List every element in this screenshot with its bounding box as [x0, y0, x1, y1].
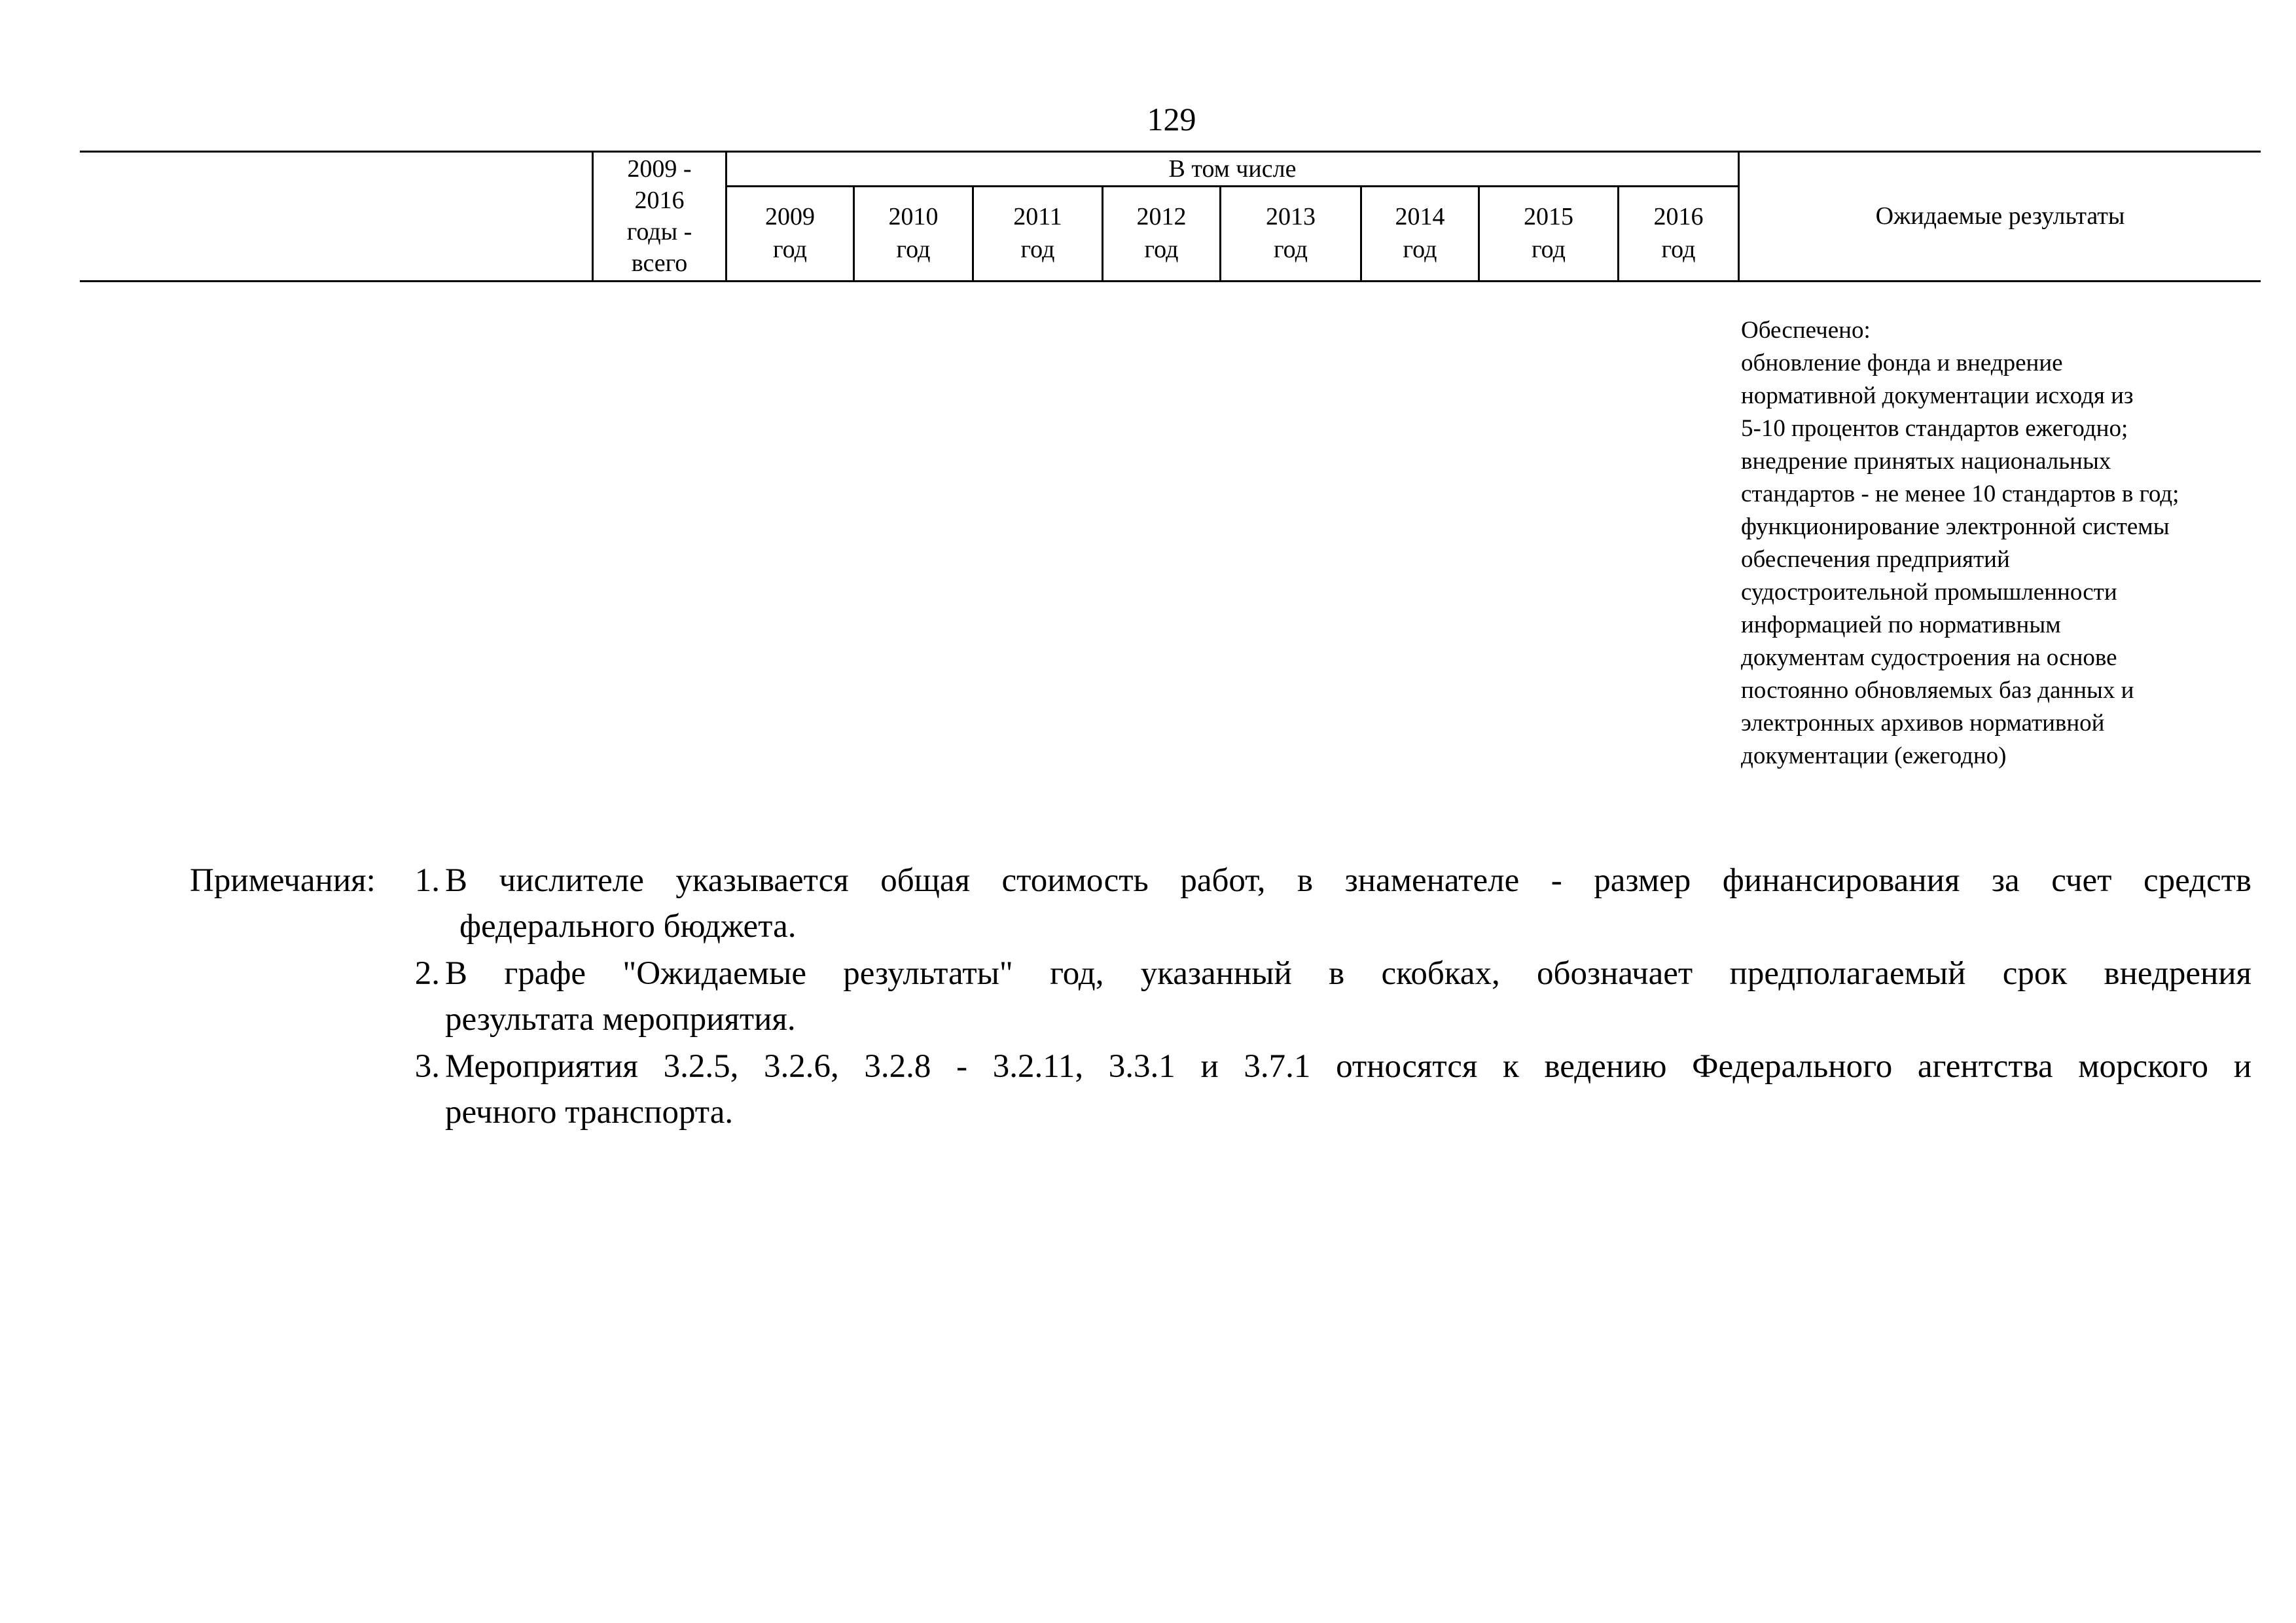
- results-line: Обеспечено:: [1741, 317, 1871, 344]
- year-col-2012: [1103, 200, 1219, 266]
- results-line: документам судостроения на основе: [1741, 644, 2117, 671]
- year-label: 2013: [1266, 203, 1316, 230]
- year-label: 2009: [765, 203, 815, 230]
- note-item: [190, 1044, 2251, 1135]
- note-spacer: [190, 951, 386, 1042]
- year-unit: год: [1274, 236, 1308, 263]
- results-col-header: Ожидаемые результаты: [1875, 202, 2125, 230]
- year-col-2010: [855, 200, 972, 266]
- note-line: В графе "Ожидаемые результаты" год, указанный в скобках, обозначает предполагаемый срок внедрения: [445, 955, 2251, 992]
- note-number: 2.: [414, 955, 440, 992]
- total-col-line: 2016: [634, 187, 685, 214]
- table-bottom-border: [80, 280, 2261, 282]
- total-col-line: 2009 -: [627, 155, 692, 183]
- note-number: 1.: [414, 862, 440, 899]
- results-line: электронных архивов нормативной: [1741, 710, 2105, 737]
- results-line: внедрение принятых национальных: [1741, 448, 2111, 475]
- results-line: 5-10 процентов стандартов ежегодно;: [1741, 415, 2128, 442]
- notes-label: Примечания:: [190, 862, 376, 899]
- total-col-header: [594, 153, 725, 279]
- results-line: обеспечения предприятий: [1741, 546, 2010, 573]
- year-col-2016: [1619, 200, 1738, 266]
- year-unit: год: [1532, 236, 1566, 263]
- note-text: [445, 951, 2251, 1042]
- results-line: функционирование электронной системы: [1741, 513, 2170, 540]
- year-label: 2010: [888, 203, 939, 230]
- note-text: [445, 1044, 2251, 1135]
- table-top-border: [80, 151, 2261, 153]
- year-unit: год: [1403, 236, 1437, 263]
- note-line: результата мероприятия.: [445, 1001, 796, 1038]
- results-line: информацией по нормативным: [1741, 611, 2061, 638]
- note-item: [190, 858, 2251, 949]
- year-label: 2011: [1013, 203, 1062, 230]
- year-col-2011: [974, 200, 1102, 266]
- note-line: речного транспорта.: [445, 1094, 734, 1131]
- year-col-2014: [1362, 200, 1478, 266]
- year-unit: год: [896, 236, 931, 263]
- year-col-2009: [727, 200, 853, 266]
- including-header: В том числе: [1168, 155, 1297, 183]
- page-number: 129: [1147, 101, 1196, 137]
- total-col-line: годы -: [626, 218, 692, 246]
- note-line: Мероприятия 3.2.5, 3.2.6, 3.2.8 - 3.2.11, 3.3.1 и 3.7.1 относятся к ведению Федерального агентства морского и: [445, 1048, 2251, 1085]
- results-line: постоянно обновляемых баз данных и: [1741, 677, 2134, 704]
- note-spacer: [190, 1044, 386, 1135]
- year-col-2013: [1221, 200, 1360, 266]
- note-item: [190, 951, 2251, 1042]
- note-line: В числителе указывается общая стоимость работ, в знаменателе - размер финансирования за счет средств: [445, 862, 2251, 899]
- note-text: [445, 858, 2251, 949]
- year-unit: год: [1144, 236, 1179, 263]
- year-unit: год: [773, 236, 807, 263]
- year-label: 2015: [1524, 203, 1573, 230]
- subheader-border: [726, 185, 1740, 187]
- total-col-line: всего: [631, 249, 688, 277]
- expected-results: [1741, 314, 2251, 773]
- results-line: нормативной документации исходя из: [1741, 382, 2134, 409]
- notes-section: [190, 858, 2251, 1137]
- note-number: 3.: [414, 1048, 440, 1085]
- results-line: обновление фонда и внедрение: [1741, 350, 2063, 376]
- year-unit: год: [1020, 236, 1055, 263]
- results-line: судостроительной промышленности: [1741, 579, 2117, 606]
- year-label: 2012: [1136, 203, 1187, 230]
- results-line: документации (ежегодно): [1741, 742, 2007, 769]
- year-label: 2016: [1653, 203, 1704, 230]
- year-col-2015: [1480, 200, 1617, 266]
- note-line: федерального бюджета.: [459, 908, 797, 945]
- year-unit: год: [1661, 236, 1696, 263]
- year-label: 2014: [1395, 203, 1445, 230]
- results-line: стандартов - не менее 10 стандартов в год;: [1741, 481, 2179, 507]
